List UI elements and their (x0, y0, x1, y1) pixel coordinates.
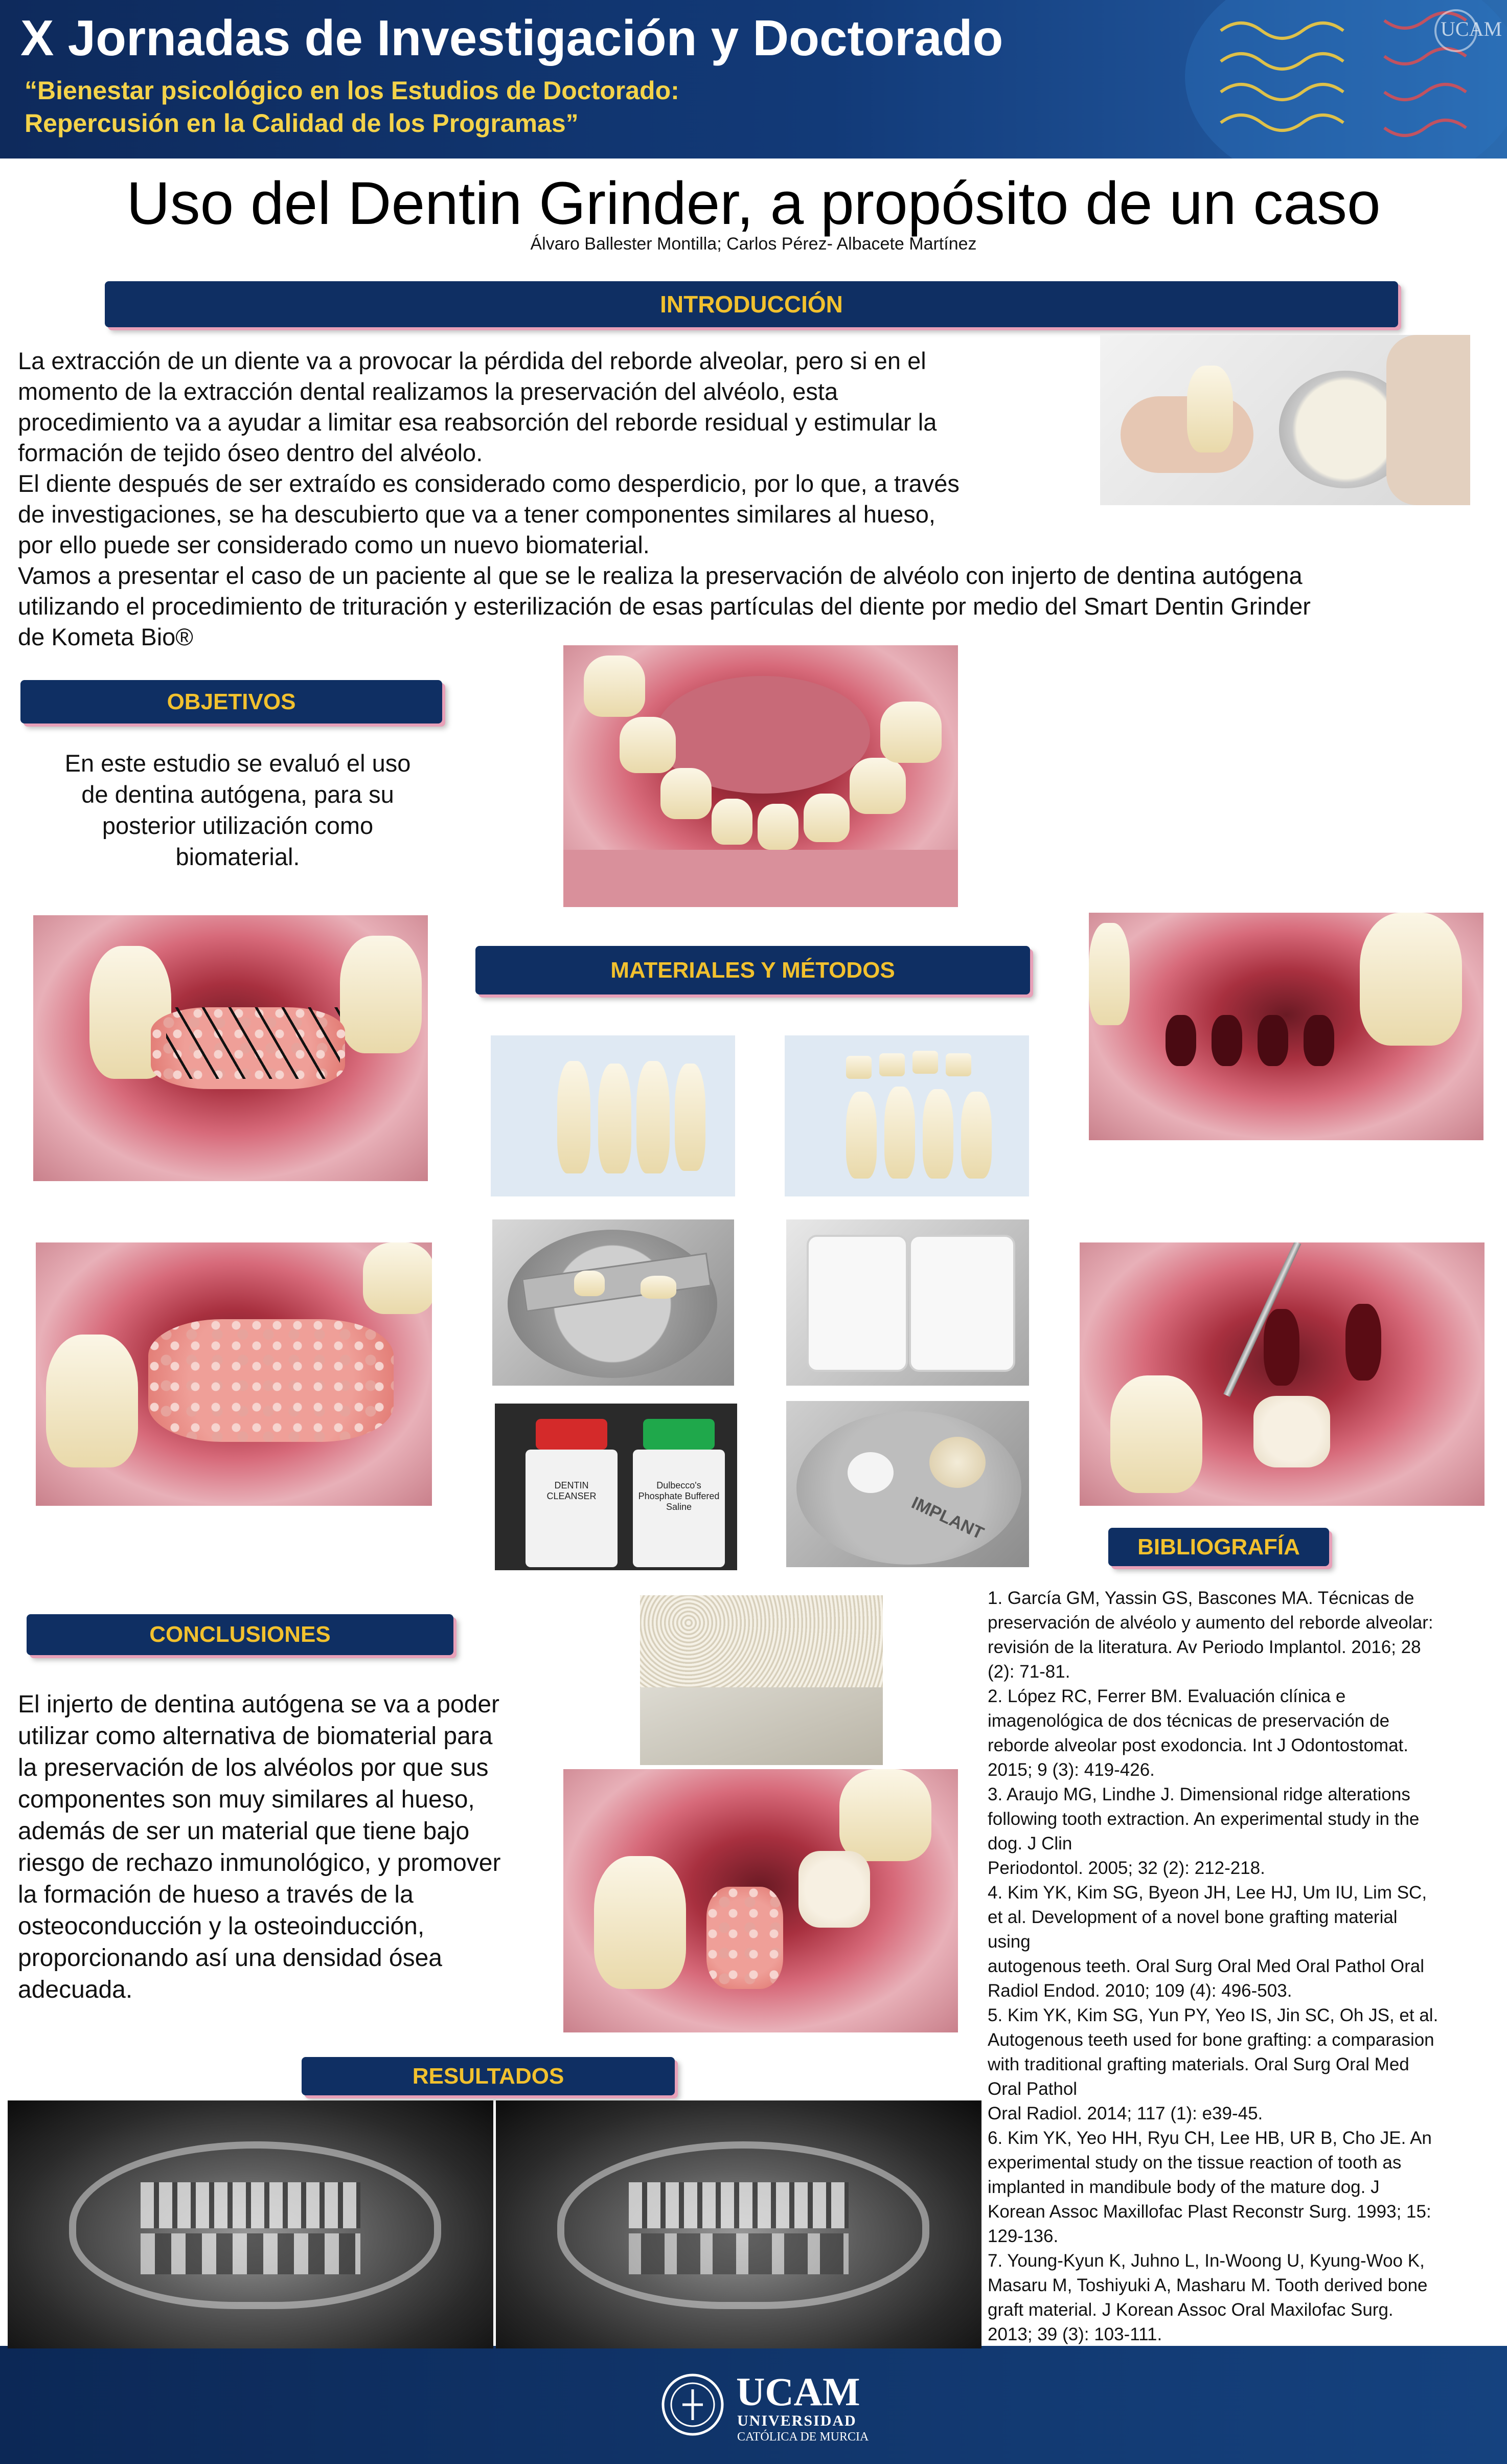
intro-line: utilizando el procedimiento de trituración y esterilización de esas partículas del diente por medio del Smart Dentin Grinder (18, 593, 1311, 620)
ref-line: dog. J Clin (988, 1834, 1072, 1853)
ref-line: 1. García GM, Yassin GS, Bascones MA. Técnicas de (988, 1588, 1414, 1608)
tray-label: IMPLANT (908, 1493, 987, 1544)
ref-line: reborde alveolar post exodoncia. Int J Odontostomat. (988, 1735, 1408, 1755)
intro-line: El diente después de ser extraído es considerado como desperdicio, por lo que, a través (18, 470, 960, 497)
ref-line: (2): 71-81. (988, 1662, 1070, 1682)
ref-line: graft material. J Korean Assoc Oral Maxilofac Surg. (988, 2300, 1394, 2320)
ref-line: preservación de alvéolo y aumento del reborde alveolar: (988, 1613, 1433, 1633)
photo-grinder-chamber (492, 1219, 734, 1386)
event-subtitle-line1: “Bienestar psicológico en los Estudios de Doctorado: (25, 76, 679, 105)
ref-line: Radiol Endod. 2010; 109 (4): 496-503. (988, 1981, 1292, 2001)
bottle2-label: Dulbecco's Phosphate Buffered Saline (638, 1480, 720, 1512)
objetivos-line: de dentina autógena, para su (81, 781, 394, 808)
ref-line: Autogenous teeth used for bone grafting: a comparasion (988, 2030, 1434, 2050)
bibliografia-text (988, 1586, 1504, 2445)
ref-line: et al. Development of a novel bone grafting material (988, 1907, 1398, 1927)
objetivos-line: posterior utilización como (102, 812, 374, 839)
photo-reagent-bottles (495, 1404, 737, 1570)
event-subtitle-line2: Repercusión en la Calidad de los Programas” (25, 109, 579, 138)
authors: Álvaro Ballester Montilla; Carlos Pérez- Albacete Martínez (530, 234, 977, 254)
ref-line: 5. Kim YK, Kim SG, Yun PY, Yeo IS, Jin SC, Oh JS, et al. (988, 2005, 1438, 2025)
section-conclusiones: CONCLUSIONES (27, 1614, 453, 1655)
photo-particulate-tray (786, 1401, 1029, 1567)
ref-line: Periodontol. 2005; 32 (2): 212-218. (988, 1858, 1265, 1878)
photo-occlusal-arch (563, 645, 958, 907)
photo-extracted-teeth (491, 1035, 735, 1196)
ref-line: 7. Young-Kyun K, Juhno L, In-Woong U, Kyung-Woo K, (988, 2251, 1425, 2271)
ref-line: 2013; 39 (3): 103-111. (988, 2324, 1162, 2344)
intro-line: momento de la extracción dental realizamos la preservación del alvéolo, esta (18, 378, 838, 405)
ref-line: 2. López RC, Ferrer BM. Evaluación clínica e (988, 1686, 1346, 1706)
photo-graft-placement (1080, 1242, 1485, 1506)
xray-panoramic-before (8, 2100, 493, 2348)
photo-sorting-drawer (786, 1219, 1029, 1386)
intro-line: de investigaciones, se ha descubierto que va a tener componentes similares al hueso, (18, 501, 935, 528)
event-title: X Jornadas de Investigación y Doctorado (20, 10, 1003, 66)
intro-line: Vamos a presentar el caso de un paciente al que se le realiza la preservación de alvéolo con injerto de dentina autógena (18, 562, 1303, 589)
footer-logo-line2: CATÓLICA DE MURCIA (737, 2430, 869, 2444)
ref-line: 6. Kim YK, Yeo HH, Ryu CH, Lee HB, UR B, Cho JE. An (988, 2128, 1432, 2148)
ref-line: with traditional grafting materials. Oral Surg Oral Med (988, 2054, 1409, 2074)
intro-line: de Kometa Bio® (18, 623, 193, 650)
university-seal-icon (659, 2366, 726, 2443)
conclusiones-line: adecuada. (18, 1976, 133, 2003)
section-bibliografia: BIBLIOGRAFÍA (1108, 1528, 1329, 1566)
footer-logo-main: UCAM (736, 2369, 860, 2414)
brain-illustration (1067, 0, 1507, 159)
photo-sectioned-teeth (785, 1035, 1029, 1196)
conclusiones-line: proporcionando así una densidad ósea (18, 1945, 442, 1972)
conclusiones-line: El injerto de dentina autógena se va a poder (18, 1691, 500, 1718)
ref-line: Korean Assoc Maxillofac Plast Reconstr Surg. 1993; 15: (988, 2202, 1431, 2222)
conclusiones-line: osteoconducción y la osteoinducción, (18, 1913, 425, 1940)
intro-line: formación de tejido óseo dentro del alvéolo. (18, 439, 483, 466)
conclusiones-line: riesgo de rechazo inmunológico, y promover (18, 1849, 501, 1877)
ref-line: Masaru M, Toshiyuki A, Masharu M. Tooth derived bone (988, 2275, 1428, 2295)
ref-line: implanted in mandibule body of the mature dog. J (988, 2177, 1380, 2197)
ref-line: 3. Araujo MG, Lindhe J. Dimensional ridge alterations (988, 1784, 1410, 1804)
conclusiones-line: la formación de hueso a través de la (18, 1881, 414, 1908)
ref-line: using (988, 1932, 1031, 1952)
objetivos-line: biomaterial. (175, 843, 300, 870)
objetivos-text (20, 748, 455, 872)
conclusiones-line: utilizar como alternativa de biomaterial para (18, 1723, 493, 1750)
footer-bar (0, 2346, 1507, 2464)
photo-ground-dentin (640, 1595, 883, 1765)
ref-line: experimental study on the tissue reaction of tooth as (988, 2153, 1402, 2173)
ref-line: revisión de la literatura. Av Periodo Implantol. 2016; 28 (988, 1637, 1421, 1657)
bottle1-label: DENTIN CLEANSER (546, 1480, 597, 1501)
ref-line: Oral Pathol (988, 2079, 1078, 2099)
conclusiones-line: componentes son muy similares al hueso, (18, 1786, 475, 1813)
photo-graft-in-sockets (563, 1769, 958, 2032)
photo-graft-sutured (33, 915, 428, 1181)
ref-line: following tooth extraction. An experimental study in the (988, 1809, 1420, 1829)
poster-title: Uso del Dentin Grinder, a propósito de un caso (126, 170, 1381, 237)
ref-line: imagenológica de dos técnicas de preservación de (988, 1711, 1390, 1731)
header-banner (0, 0, 1507, 159)
section-resultados: RESULTADOS (302, 2057, 675, 2095)
intro-line: por ello puede ser considerado como un nuevo biomaterial. (18, 531, 650, 558)
footer-logo-line1: UNIVERSIDAD (737, 2412, 857, 2429)
photo-extraction-sockets (1089, 913, 1483, 1140)
conclusiones-line: la preservación de los alvéolos por que sus (18, 1754, 489, 1781)
photo-graft-closeup (36, 1242, 432, 1506)
ref-line: 4. Kim YK, Kim SG, Byeon JH, Lee HJ, Um IU, Lim SC, (988, 1883, 1427, 1903)
section-introduccion: INTRODUCCIÓN (105, 281, 1398, 327)
intro-line: procedimiento va a ayudar a limitar esa reabsorción del reborde residual y estimular la (18, 409, 937, 436)
conclusiones-text (18, 1689, 570, 2006)
conclusiones-line: además de ser un material que tiene bajo (18, 1818, 470, 1845)
section-materiales: MATERIALES Y MÉTODOS (475, 946, 1030, 994)
intro-line: La extracción de un diente va a provocar la pérdida del reborde alveolar, pero si en el (18, 347, 926, 374)
banner-logo-text: UCAM (1441, 17, 1502, 40)
ref-line: autogenous teeth. Oral Surg Oral Med Oral Pathol Oral (988, 1956, 1425, 1976)
ref-line: Oral Radiol. 2014; 117 (1): e39-45. (988, 2104, 1263, 2123)
section-objetivos: OBJETIVOS (20, 680, 442, 724)
objetivos-line: En este estudio se evaluó el uso (64, 750, 411, 777)
ref-line: 129-136. (988, 2226, 1059, 2246)
ref-line: 2015; 9 (3): 419-426. (988, 1760, 1155, 1780)
xray-panoramic-after (496, 2100, 981, 2348)
photo-tooth-and-jar (1100, 335, 1470, 505)
